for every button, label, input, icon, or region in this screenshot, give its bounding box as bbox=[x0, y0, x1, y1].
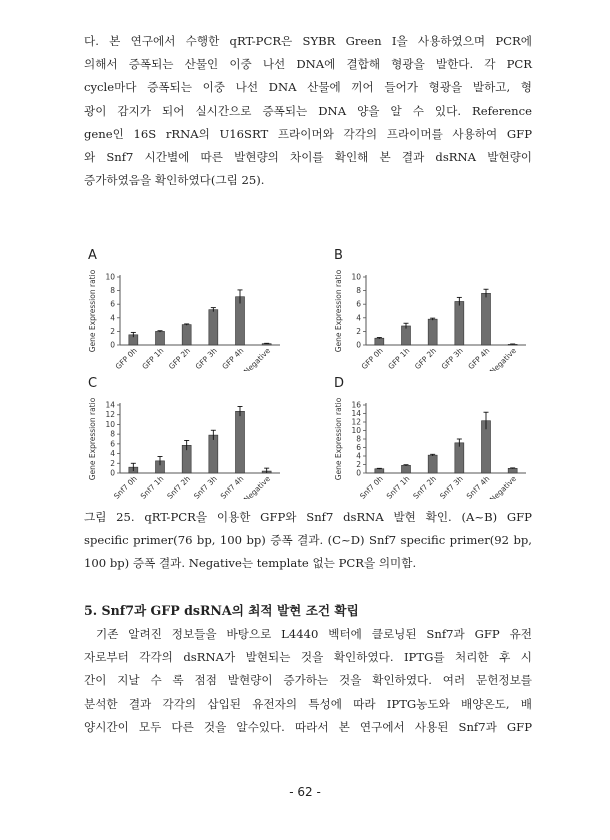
caption-line: 100 bp) 증폭 결과. Negative는 template 없는 PCR을 의미함. bbox=[84, 556, 417, 571]
text-line: 증가하였음을 확인하였다(그림 25). bbox=[84, 173, 265, 188]
y-tick-label: 4 bbox=[356, 313, 361, 323]
y-tick-label: 14 bbox=[351, 409, 361, 418]
bar bbox=[428, 455, 437, 473]
section-heading: 5. Snf7과 GFP dsRNA의 최적 발현 조건 확립 bbox=[84, 603, 359, 618]
y-tick-label: 6 bbox=[356, 299, 361, 309]
page-number: - 62 - bbox=[289, 785, 321, 799]
x-tick-label: Negative bbox=[487, 474, 519, 499]
text-line: 의해서 증폭되는 산물인 이중 나선 DNA에 결합해 형광을 발한다. 각 PCR bbox=[84, 57, 532, 72]
chart-b-svg bbox=[326, 243, 550, 371]
bar bbox=[236, 297, 245, 345]
panel-letter: B bbox=[334, 248, 343, 263]
bar bbox=[402, 326, 411, 345]
text-line: 와 Snf7 시간별에 따른 발현량의 차이를 확인해 본 결과 dsRNA 발현량이 bbox=[84, 150, 532, 165]
x-tick-label: Snf7 0h bbox=[357, 474, 385, 499]
chart-c-svg bbox=[80, 371, 304, 499]
x-tick-label: GFP 1h bbox=[386, 346, 412, 371]
x-tick-label: GFP 4h bbox=[220, 346, 246, 371]
y-tick-label: 2 bbox=[356, 460, 361, 469]
x-tick-label: GFP 2h bbox=[166, 346, 193, 371]
y-tick-label: 0 bbox=[110, 340, 115, 350]
panel-letter: A bbox=[88, 248, 97, 263]
bar bbox=[428, 319, 437, 345]
figure-caption bbox=[84, 506, 532, 576]
text-line: 양시간이 모두 다른 것을 알수있다. 따라서 본 연구에서 사용된 Snf7과 GFP bbox=[84, 719, 532, 734]
bar bbox=[375, 469, 384, 473]
y-tick-label: 4 bbox=[110, 313, 115, 323]
x-tick-label: Snf7 0h bbox=[111, 474, 139, 499]
y-tick-label: 12 bbox=[351, 417, 361, 427]
y-tick-label: 0 bbox=[356, 340, 361, 350]
bar bbox=[236, 411, 245, 473]
body-paragraph-1 bbox=[84, 30, 532, 192]
bar bbox=[455, 301, 464, 345]
text-line: 다. 본 연구에서 수행한 qRT-PCR은 SYBR Green I을 사용하였으며 PCR에 bbox=[84, 34, 532, 48]
y-tick-label: 0 bbox=[110, 468, 115, 478]
bar bbox=[402, 465, 411, 473]
y-tick-label: 2 bbox=[110, 326, 115, 336]
y-tick-label: 8 bbox=[110, 429, 115, 439]
x-tick-label: Snf7 2h bbox=[411, 474, 439, 499]
bar bbox=[455, 443, 464, 473]
text-line: 간이 지날 수 록 점점 발현량이 증가하는 것을 확인하였다. 여러 문헌정보를 bbox=[84, 673, 532, 688]
panel-letter: D bbox=[334, 376, 345, 391]
x-tick-label: Negative bbox=[241, 474, 273, 499]
y-tick-label: 2 bbox=[356, 326, 361, 336]
chart-a-svg bbox=[80, 243, 304, 371]
y-tick-label: 8 bbox=[110, 286, 115, 296]
y-tick-label: 8 bbox=[356, 434, 361, 444]
y-tick-label: 6 bbox=[110, 299, 115, 309]
x-tick-label: Snf7 2h bbox=[165, 474, 193, 499]
bar bbox=[482, 293, 491, 345]
y-tick-label: 10 bbox=[351, 426, 361, 435]
chart-panel-b bbox=[326, 243, 550, 375]
chart-panel-d bbox=[326, 371, 550, 503]
x-tick-label: Negative bbox=[487, 346, 519, 371]
y-tick-label: 10 bbox=[351, 272, 361, 282]
y-tick-label: 16 bbox=[351, 400, 361, 410]
x-tick-label: GFP 2h bbox=[412, 346, 439, 371]
y-tick-label: 6 bbox=[110, 439, 115, 449]
y-tick-label: 6 bbox=[356, 443, 361, 452]
x-tick-label: GFP 3h bbox=[439, 346, 465, 371]
caption-line: 그림 25. qRT-PCR을 이용한 GFP와 Snf7 dsRNA 발현 확인. (A~B) GFP bbox=[84, 510, 532, 524]
text-line: 자로부터 각각의 dsRNA가 발현되는 것을 확인하였다. IPTG를 처리한 후 시 bbox=[84, 650, 532, 665]
y-axis-label: Gene Expression ratio bbox=[88, 397, 97, 481]
y-axis-label: Gene Expression ratio bbox=[334, 397, 343, 481]
y-tick-label: 4 bbox=[110, 449, 115, 459]
y-tick-label: 10 bbox=[105, 272, 115, 282]
bar bbox=[209, 310, 218, 345]
bar bbox=[156, 331, 165, 345]
x-tick-label: GFP 1h bbox=[140, 346, 166, 371]
text-line: 기존 알려진 정보들을 바탕으로 L4440 벡터에 클로닝된 Snf7과 GFP 유전 bbox=[96, 627, 532, 641]
panel-letter: C bbox=[88, 376, 98, 391]
x-tick-label: Snf7 4h bbox=[464, 474, 492, 499]
y-tick-label: 14 bbox=[105, 400, 115, 410]
x-tick-label: Snf7 4h bbox=[218, 474, 246, 499]
caption-line: specific primer(76 bp, 100 bp) 증폭 결과. (C~D) Snf7 specific primer(92 bp, bbox=[84, 533, 532, 548]
y-axis-label: Gene Expression ratio bbox=[334, 269, 343, 353]
x-tick-label: Snf7 3h bbox=[437, 474, 465, 499]
bar bbox=[508, 468, 517, 473]
y-tick-label: 4 bbox=[356, 451, 361, 461]
x-tick-label: GFP 0h bbox=[113, 346, 139, 371]
y-tick-label: 8 bbox=[356, 286, 361, 296]
y-axis-label: Gene Expression ratio bbox=[88, 269, 97, 353]
y-tick-label: 10 bbox=[105, 419, 115, 429]
chart-d-svg bbox=[326, 371, 550, 499]
x-tick-label: Snf7 3h bbox=[191, 474, 219, 499]
body-paragraph-2 bbox=[84, 623, 532, 739]
x-tick-label: GFP 4h bbox=[466, 346, 492, 371]
x-tick-label: Snf7 1h bbox=[384, 474, 412, 499]
y-tick-label: 0 bbox=[356, 468, 361, 478]
text-line: 분석한 결과 각각의 삽입된 유전자의 특성에 따라 IPTG농도와 배양온도, 배 bbox=[84, 696, 532, 711]
text-line: gene인 16S rRNA의 U16SRT 프라이머와 각각의 프라이머를 사용하여 GFP bbox=[84, 126, 532, 141]
y-tick-label: 2 bbox=[110, 458, 115, 468]
x-tick-label: Negative bbox=[241, 346, 273, 371]
x-tick-label: Snf7 1h bbox=[138, 474, 166, 499]
chart-panel-a bbox=[80, 243, 304, 375]
x-tick-label: GFP 3h bbox=[193, 346, 219, 371]
bar bbox=[209, 435, 218, 473]
chart-panel-c bbox=[80, 371, 304, 503]
text-line: cycle마다 증폭되는 이중 나선 DNA 산물에 끼어 들어가 형광을 발하고, 형 bbox=[84, 80, 532, 95]
y-tick-label: 12 bbox=[105, 410, 115, 420]
bar bbox=[182, 325, 191, 345]
bar bbox=[375, 338, 384, 345]
x-tick-label: GFP 0h bbox=[359, 346, 385, 371]
text-line: 광이 감지가 되어 실시간으로 증폭되는 DNA 양을 알 수 있다. Reference bbox=[84, 103, 532, 118]
